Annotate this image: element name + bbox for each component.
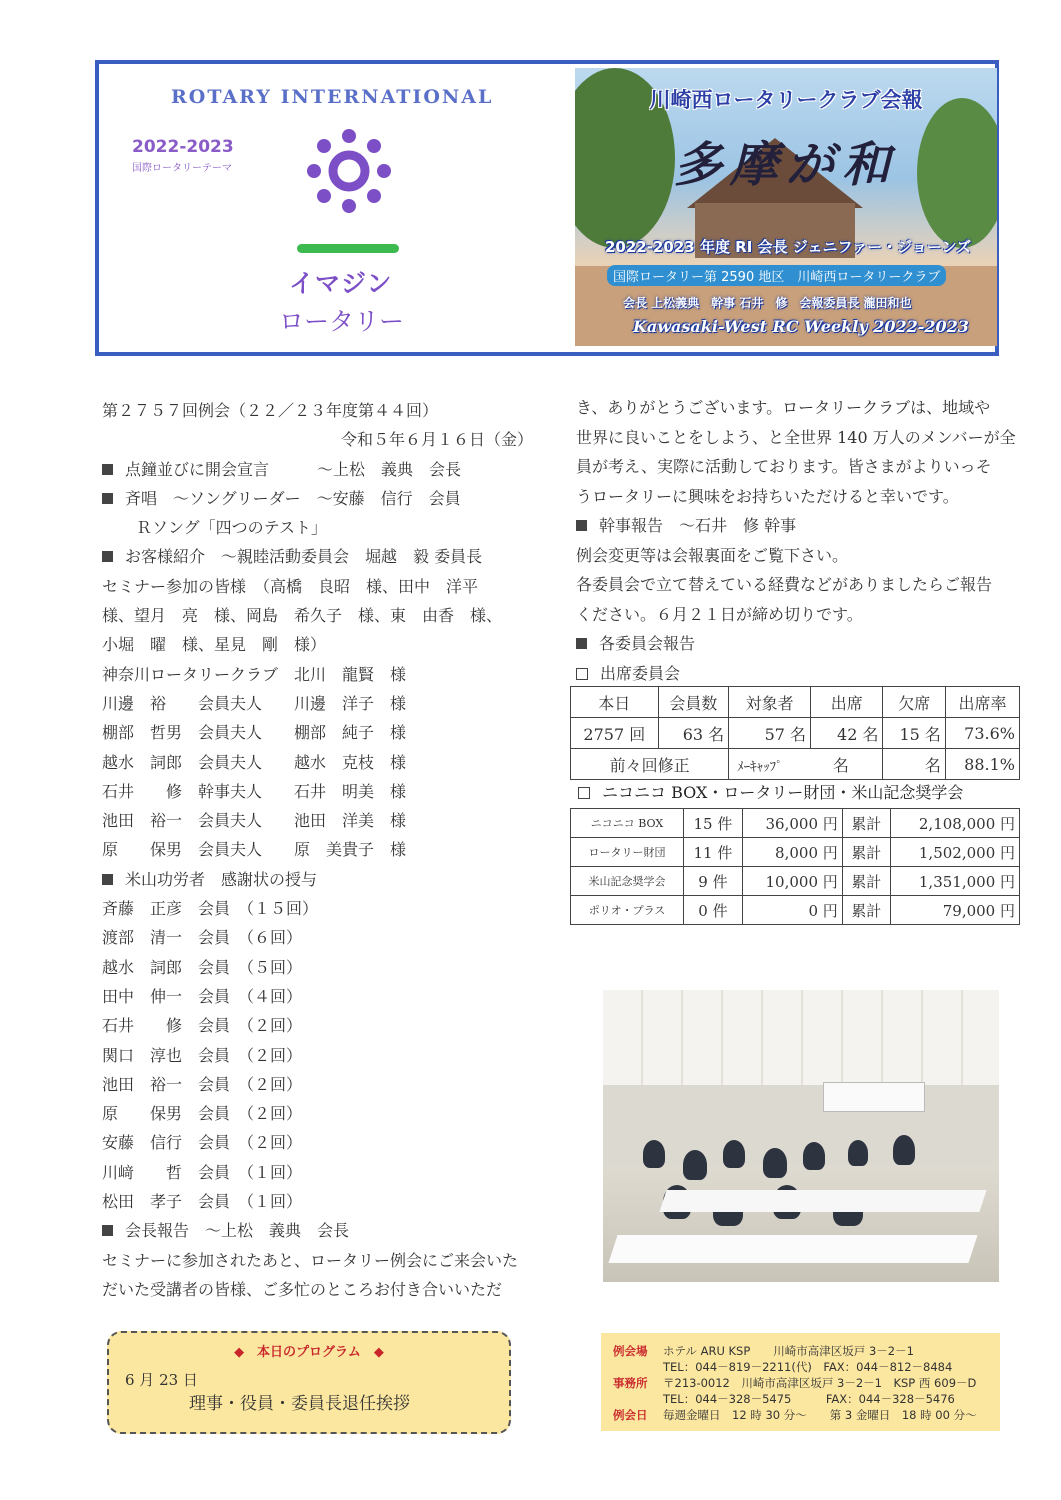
line-text: 松田 孝子 会員 （１回） [102, 1192, 303, 1212]
line-text: 川邊 裕 会員夫人 川邊 洋子 様 [102, 693, 407, 713]
theme-rotary: ロータリー [279, 307, 405, 336]
line-text: だいた受講者の皆様、ご多忙のところお付き合いいただ [102, 1279, 503, 1299]
imagine-rotary-logo-icon [304, 126, 394, 216]
text-line [102, 982, 547, 1011]
donations-table [570, 808, 1020, 925]
donation-cum: 累計 [842, 809, 890, 838]
text-line [102, 689, 547, 718]
donation-label: ニコニコ BOX [571, 809, 684, 838]
bullet-square-icon [576, 638, 587, 649]
line-text: 田中 伸一 会員 （４回） [102, 986, 303, 1006]
table-cell: 57 名 [729, 718, 811, 749]
line-text: 棚部 哲男 会員夫人 棚部 純子 様 [102, 723, 407, 743]
line-text: 越水 詞郎 会員 （５回） [102, 957, 303, 977]
office-address: 〒213-0012 川崎市高津区坂戸 3－2－1 KSP 西 609－D [663, 1376, 977, 1390]
line-text: 例会変更等は会報裏面をご覧下さい。 [576, 545, 849, 565]
makeup-label: ﾒｰｷｬｯﾌﾟ [737, 759, 783, 775]
table-header: 欠席 [883, 687, 945, 718]
meeting-photo [603, 990, 999, 1282]
line-text: セミナー参加の皆様 （高橋 良昭 様、田中 洋平 [102, 576, 479, 596]
line-text: 安藤 信行 会員 （２回） [102, 1133, 303, 1153]
table-cell: 2757 回 [571, 718, 659, 749]
agenda-item [102, 542, 547, 571]
theme-years: 2022-2023 [132, 137, 234, 157]
attendance-correction-row [571, 749, 1020, 780]
text-line [102, 1158, 547, 1187]
donation-label: 米山記念奨学会 [571, 867, 684, 896]
line-text: 石井 修 幹事夫人 石井 明美 様 [102, 781, 407, 801]
club-info [601, 1333, 1000, 1431]
correction-rate: 88.1% [945, 749, 1019, 780]
text-line [576, 541, 1026, 571]
donation-amount: 0 円 [742, 896, 842, 925]
program-title: ◆ 本日のプログラム ◆ [234, 1345, 384, 1360]
donation-total: 79,000 円 [890, 896, 1019, 925]
table-header: 会員数 [658, 687, 729, 718]
donation-total: 2,108,000 円 [890, 809, 1019, 838]
meeting-date: 令和５年６月１６日（金） [340, 430, 533, 450]
office-tel: TEL：044－328－5475 FAX：044－328－5476 [663, 1392, 955, 1406]
donation-amount: 8,000 円 [742, 838, 842, 867]
donation-count: 15 件 [684, 809, 743, 838]
text-line [102, 894, 547, 923]
bullet-square-icon [102, 493, 113, 504]
text-line [102, 1246, 547, 1275]
text-line [576, 482, 1026, 512]
table-header: 出席率 [945, 687, 1019, 718]
line-text: 員が考え、実際に活動しております。皆さまがよりいっそ [576, 457, 992, 476]
text-line [576, 570, 1026, 600]
text-line [102, 1128, 547, 1157]
bullet-square-icon [102, 551, 113, 562]
checkbox-icon [578, 787, 590, 799]
theme-imagine: イマジン [289, 269, 393, 298]
text-line [102, 718, 547, 747]
ri-title: ROTARY INTERNATIONAL [171, 86, 494, 108]
donations-title: ニコニコ BOX・ロータリー財団・米山記念奨学会 [602, 783, 964, 802]
line-text: 出席委員会 [600, 663, 681, 683]
text-line [102, 923, 547, 952]
text-line [102, 572, 547, 601]
line-text: 関口 淳也 会員 （２回） [102, 1045, 303, 1065]
venue: ホテル ARU KSP 川崎市高津区坂戸 3－2－1 [663, 1344, 914, 1358]
line-text: き、ありがとうございます。ロータリークラブは、地域や [576, 398, 991, 417]
table-cell: 15 名 [883, 718, 945, 749]
line-text: 池田 裕一 会員 （２回） [102, 1074, 303, 1094]
donation-count: 0 件 [684, 896, 743, 925]
line-text: 渡部 清一 会員 （６回） [102, 928, 303, 948]
donation-amount: 36,000 円 [742, 809, 842, 838]
agenda-item [102, 455, 547, 484]
attendance-table [570, 686, 1020, 780]
line-text: 様、望月 亮 様、岡島 希久子 様、東 由香 様、 [102, 606, 503, 626]
text-line [102, 835, 547, 864]
line-text: 越水 詞郎 会員夫人 越水 克枝 様 [102, 752, 407, 772]
donations-heading [578, 780, 963, 803]
shrine-photo [575, 68, 997, 346]
makeup-cell [729, 749, 883, 780]
donation-label: ロータリー財団 [571, 838, 684, 867]
line-text: 小堀 曜 様、星見 剛 様） [102, 635, 327, 655]
donation-cum: 累計 [842, 867, 890, 896]
meeting-report-left [102, 396, 547, 1304]
weekly-title: Kawasaki-West RC Weekly 2022-2023 [633, 317, 969, 336]
line-text: うロータリーに興味をお持ちいただけると幸いです。 [576, 486, 959, 506]
text-line [102, 1275, 547, 1304]
bullet-square-icon [102, 464, 113, 475]
office-tag: 事務所 [613, 1376, 648, 1390]
ri-president-line: 2022-2023 年度 RI 会長 ジェニファー・ジョーンズ [605, 238, 972, 256]
table-header: 対象者 [729, 687, 811, 718]
donation-total: 1,502,000 円 [890, 838, 1019, 867]
makeup-unit: 名 [832, 755, 849, 775]
absent-unit: 名 [883, 749, 945, 780]
text-line [576, 423, 1026, 453]
ri-theme-panel [99, 64, 575, 352]
meeting-number: 第２７５７回例会（２２／２３年度第４４回） [102, 401, 439, 420]
officers-line: 会長 上松義典 幹事 石井 修 会報委員長 瀧田和也 [623, 296, 912, 310]
donation-count: 11 件 [684, 838, 743, 867]
line-text: 原 保男 会員夫人 原 美貴子 様 [102, 840, 407, 860]
line-text: ください。６月２１日が締め切りです。 [576, 604, 863, 624]
donation-row [571, 896, 1020, 925]
text-line [576, 393, 1026, 423]
agenda-item [102, 484, 547, 513]
donation-row [571, 809, 1020, 838]
line-text: 米山功労者 感謝状の授与 [125, 869, 318, 889]
attendance-row [571, 718, 1020, 749]
program-item: 理事・役員・委員長退任挨拶 [189, 1394, 410, 1414]
venue-tel: TEL：044－819－2211(代) FAX：044－812－8484 [663, 1360, 953, 1374]
line-text: 世界に良いことをしよう、と全世界 140 万人のメンバーが全 [576, 427, 1016, 447]
table-cell: 73.6% [945, 718, 1019, 749]
line-text: 斉藤 正彦 会員 （１５回） [102, 899, 319, 919]
checkbox-icon [576, 668, 588, 680]
bullet-square-icon [102, 1225, 113, 1236]
correction-label: 前々回修正 [571, 749, 729, 780]
line-text: お客様紹介 ～親睦活動委員会 堀越 毅 委員長 [125, 547, 483, 567]
line-text: 幹事報告 ～石井 修 幹事 [599, 516, 797, 535]
line-text: 各委員会報告 [599, 634, 696, 653]
donation-total: 1,351,000 円 [890, 867, 1019, 896]
agenda-item [102, 865, 547, 894]
text-line [576, 452, 1026, 482]
donation-count: 9 件 [684, 867, 743, 896]
line-text: 斉唱 ～ソングリーダー ～安藤 信行 会員 [125, 488, 461, 508]
text-line [102, 660, 547, 689]
meeting-day: 毎週金曜日 12 時 30 分～ 第 3 金曜日 18 時 00 分～ [663, 1408, 977, 1422]
meeting-report-right [576, 393, 1026, 688]
district-line: 国際ロータリー第 2590 地区 川崎西ロータリークラブ [607, 265, 946, 286]
meeting-day-tag: 例会日 [613, 1408, 648, 1422]
line-text: 川﨑 哲 会員 （１回） [102, 1162, 303, 1182]
table-cell: 42 名 [811, 718, 883, 749]
donation-label: ポリオ・プラス [571, 896, 684, 925]
line-text: 会長報告 ～上松 義典 会長 [125, 1221, 350, 1241]
attendance-header-row [571, 687, 1020, 718]
table-header: 本日 [571, 687, 659, 718]
calligraphy-title: 多摩が和 [673, 137, 898, 193]
masthead [95, 60, 999, 356]
text-line [102, 1099, 547, 1128]
line-text: 石井 修 会員 （２回） [102, 1016, 303, 1036]
text-line [102, 601, 547, 630]
text-line [102, 1070, 547, 1099]
line-text: 各委員会で立て替えている経費などがありましたらご報告 [576, 575, 993, 594]
text-line [576, 600, 1026, 630]
venue-tag: 例会場 [613, 1344, 648, 1358]
line-text: 原 保男 会員 （２回） [102, 1104, 303, 1124]
text-line [102, 1011, 547, 1040]
text-line [102, 748, 547, 777]
text-line [102, 1041, 547, 1070]
text-line [102, 806, 547, 835]
agenda-item [576, 629, 1026, 659]
text-line [102, 630, 547, 659]
text-line [102, 1187, 547, 1216]
line-text: Ｒソング「四つのテスト」 [136, 518, 328, 538]
theme-label: 国際ロータリーテーマ [132, 163, 232, 174]
program-date: 6 月 23 日 [125, 1371, 198, 1389]
line-text: セミナーに参加されたあと、ロータリー例会にご来会いた [102, 1250, 519, 1270]
donation-amount: 10,000 円 [742, 867, 842, 896]
agenda-item [576, 659, 1026, 689]
line-text: 神奈川ロータリークラブ 北川 龍賢 様 [102, 664, 407, 684]
agenda-item [576, 511, 1026, 541]
agenda-item [102, 1216, 547, 1245]
line-text: 池田 裕一 会員夫人 池田 洋美 様 [102, 811, 407, 831]
donation-row [571, 838, 1020, 867]
bullet-square-icon [102, 874, 113, 885]
text-line [102, 513, 547, 542]
todays-program [107, 1331, 511, 1434]
table-header: 出席 [811, 687, 883, 718]
text-line [102, 777, 547, 806]
line-text: 点鐘並びに開会宣言 ～上松 義典 会長 [125, 459, 462, 479]
donation-cum: 累計 [842, 838, 890, 867]
table-cell: 63 名 [658, 718, 729, 749]
bullet-square-icon [576, 520, 587, 531]
theme-green-bar [297, 244, 399, 253]
text-line [102, 953, 547, 982]
donation-cum: 累計 [842, 896, 890, 925]
donation-row [571, 867, 1020, 896]
club-bulletin-title: 川崎西ロータリークラブ会報 [649, 88, 923, 112]
